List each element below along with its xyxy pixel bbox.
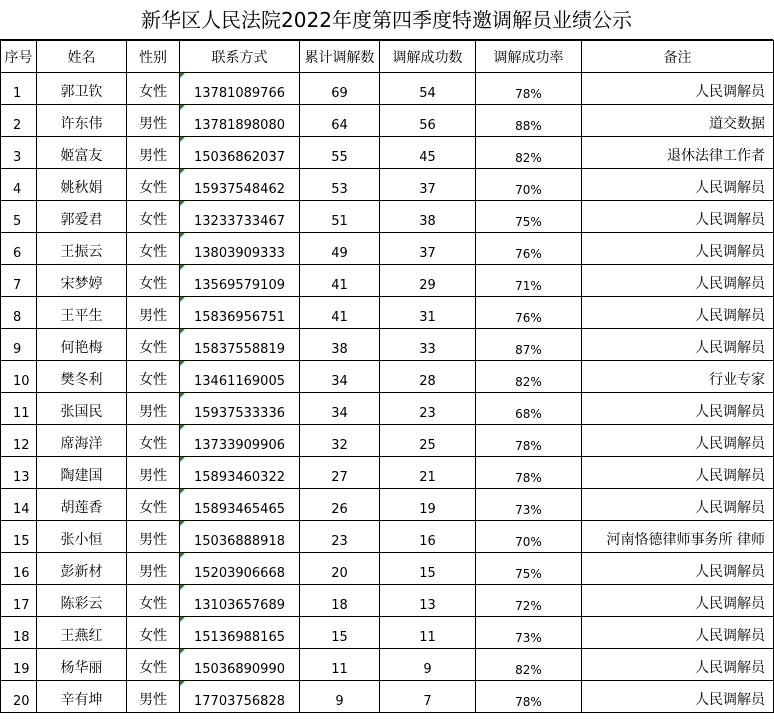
table-row xyxy=(1,137,774,169)
total-count-cell[interactable]: 18 xyxy=(300,585,380,617)
note-cell[interactable]: 退休法律工作者 xyxy=(582,137,774,169)
table-row xyxy=(1,297,774,329)
total-count-cell[interactable]: 23 xyxy=(300,521,380,553)
table-row xyxy=(1,457,774,489)
gender-cell[interactable]: 男性 xyxy=(127,553,180,585)
row-number-cell[interactable]: 10 xyxy=(1,361,37,393)
success-count-cell[interactable]: 54 xyxy=(380,73,476,105)
mediator-table xyxy=(0,40,774,713)
success-count-cell[interactable]: 15 xyxy=(380,553,476,585)
phone-cell[interactable]: 13781089766 xyxy=(180,73,300,105)
success-count-cell[interactable]: 31 xyxy=(380,297,476,329)
note-cell[interactable]: 人民调解员 xyxy=(582,73,774,105)
table-row xyxy=(1,425,774,457)
gender-cell[interactable]: 女性 xyxy=(127,169,180,201)
gender-cell[interactable]: 男性 xyxy=(127,393,180,425)
phone-cell[interactable]: 13461169005 xyxy=(180,361,300,393)
name-cell[interactable]: 郭爱君 xyxy=(37,201,127,233)
row-number-cell[interactable]: 11 xyxy=(1,393,37,425)
gender-cell[interactable]: 女性 xyxy=(127,361,180,393)
success-rate-cell[interactable]: 87% xyxy=(476,329,582,361)
success-count-cell[interactable]: 56 xyxy=(380,105,476,137)
success-rate-cell[interactable]: 71% xyxy=(476,265,582,297)
phone-cell[interactable]: 13781898080 xyxy=(180,105,300,137)
note-cell[interactable]: 道交数据 xyxy=(582,105,774,137)
table-row xyxy=(1,649,774,681)
success-count-cell[interactable]: 25 xyxy=(380,425,476,457)
sheet-title: 新华区人民法院2022年度第四季度特邀调解员业绩公示 xyxy=(0,0,773,40)
total-count-cell[interactable]: 26 xyxy=(300,489,380,521)
row-number-cell[interactable]: 4 xyxy=(1,169,37,201)
phone-cell[interactable]: 15036890990 xyxy=(180,649,300,681)
success-rate-cell[interactable]: 68% xyxy=(476,393,582,425)
header-cell[interactable]: 调解成功数 xyxy=(380,41,476,73)
header-cell[interactable]: 姓名 xyxy=(37,41,127,73)
gender-cell[interactable]: 男性 xyxy=(127,681,180,713)
total-count-cell[interactable]: 69 xyxy=(300,73,380,105)
note-cell[interactable]: 行业专家 xyxy=(582,361,774,393)
success-count-cell[interactable]: 21 xyxy=(380,457,476,489)
total-count-cell[interactable]: 27 xyxy=(300,457,380,489)
total-count-cell[interactable]: 34 xyxy=(300,393,380,425)
success-count-cell[interactable]: 16 xyxy=(380,521,476,553)
total-count-cell[interactable]: 11 xyxy=(300,649,380,681)
phone-cell[interactable]: 15136988165 xyxy=(180,617,300,649)
phone-cell[interactable]: 15036888918 xyxy=(180,521,300,553)
success-count-cell[interactable]: 13 xyxy=(380,585,476,617)
table-row xyxy=(1,553,774,585)
total-count-cell[interactable]: 32 xyxy=(300,425,380,457)
gender-cell[interactable]: 女性 xyxy=(127,585,180,617)
table-row xyxy=(1,521,774,553)
phone-cell[interactable]: 13233733467 xyxy=(180,201,300,233)
name-cell[interactable]: 何艳梅 xyxy=(37,329,127,361)
row-number-cell[interactable]: 5 xyxy=(1,201,37,233)
table-row xyxy=(1,489,774,521)
header-cell[interactable]: 累计调解数 xyxy=(300,41,380,73)
table-row xyxy=(1,681,774,713)
table-row xyxy=(1,393,774,425)
note-cell[interactable]: 人民调解员 xyxy=(582,265,774,297)
total-count-cell[interactable]: 49 xyxy=(300,233,380,265)
success-rate-cell[interactable]: 70% xyxy=(476,169,582,201)
table-row xyxy=(1,105,774,137)
gender-cell[interactable]: 女性 xyxy=(127,73,180,105)
name-cell[interactable]: 姬富友 xyxy=(37,137,127,169)
gender-cell[interactable]: 男性 xyxy=(127,105,180,137)
header-cell[interactable]: 联系方式 xyxy=(180,41,300,73)
success-rate-cell[interactable]: 76% xyxy=(476,297,582,329)
success-count-cell[interactable]: 37 xyxy=(380,169,476,201)
total-count-cell[interactable]: 41 xyxy=(300,265,380,297)
note-cell[interactable]: 人民调解员 xyxy=(582,329,774,361)
name-cell[interactable]: 樊冬利 xyxy=(37,361,127,393)
row-number-cell[interactable]: 17 xyxy=(1,585,37,617)
note-cell[interactable]: 人民调解员 xyxy=(582,425,774,457)
table-row xyxy=(1,233,774,265)
phone-cell[interactable]: 13569579109 xyxy=(180,265,300,297)
phone-cell[interactable]: 13803909333 xyxy=(180,233,300,265)
name-cell[interactable]: 宋梦婷 xyxy=(37,265,127,297)
gender-cell[interactable]: 男性 xyxy=(127,457,180,489)
name-cell[interactable]: 胡莲香 xyxy=(37,489,127,521)
phone-cell[interactable]: 15836956751 xyxy=(180,297,300,329)
row-number-cell[interactable]: 13 xyxy=(1,457,37,489)
success-rate-cell[interactable]: 78% xyxy=(476,73,582,105)
note-cell[interactable]: 人民调解员 xyxy=(582,681,774,713)
success-count-cell[interactable]: 19 xyxy=(380,489,476,521)
header-cell[interactable]: 调解成功率 xyxy=(476,41,582,73)
total-count-cell[interactable]: 64 xyxy=(300,105,380,137)
success-rate-cell[interactable]: 76% xyxy=(476,233,582,265)
name-cell[interactable]: 陈彩云 xyxy=(37,585,127,617)
success-count-cell[interactable]: 38 xyxy=(380,201,476,233)
success-count-cell[interactable]: 11 xyxy=(380,617,476,649)
success-rate-cell[interactable]: 78% xyxy=(476,681,582,713)
row-number-cell[interactable]: 16 xyxy=(1,553,37,585)
gender-cell[interactable]: 女性 xyxy=(127,201,180,233)
name-cell[interactable]: 杨华丽 xyxy=(37,649,127,681)
phone-cell[interactable]: 15036862037 xyxy=(180,137,300,169)
success-rate-cell[interactable]: 72% xyxy=(476,585,582,617)
gender-cell[interactable]: 女性 xyxy=(127,265,180,297)
gender-cell[interactable]: 女性 xyxy=(127,329,180,361)
table-row xyxy=(1,73,774,105)
row-number-cell[interactable]: 12 xyxy=(1,425,37,457)
success-count-cell[interactable]: 29 xyxy=(380,265,476,297)
success-rate-cell[interactable]: 82% xyxy=(476,137,582,169)
row-number-cell[interactable]: 3 xyxy=(1,137,37,169)
name-cell[interactable]: 张国民 xyxy=(37,393,127,425)
name-cell[interactable]: 张小恒 xyxy=(37,521,127,553)
success-rate-cell[interactable]: 73% xyxy=(476,489,582,521)
gender-cell[interactable]: 女性 xyxy=(127,649,180,681)
success-count-cell[interactable]: 9 xyxy=(380,649,476,681)
gender-cell[interactable]: 男性 xyxy=(127,297,180,329)
phone-cell[interactable]: 15893465465 xyxy=(180,489,300,521)
total-count-cell[interactable]: 51 xyxy=(300,201,380,233)
name-cell[interactable]: 王燕红 xyxy=(37,617,127,649)
success-count-cell[interactable]: 28 xyxy=(380,361,476,393)
success-rate-cell[interactable]: 78% xyxy=(476,425,582,457)
total-count-cell[interactable]: 15 xyxy=(300,617,380,649)
success-rate-cell[interactable]: 73% xyxy=(476,617,582,649)
note-cell[interactable]: 人民调解员 xyxy=(582,649,774,681)
total-count-cell[interactable]: 38 xyxy=(300,329,380,361)
phone-cell[interactable]: 13103657689 xyxy=(180,585,300,617)
row-number-cell[interactable]: 2 xyxy=(1,105,37,137)
note-cell[interactable]: 河南恪德律师事务所 律师 xyxy=(582,521,774,553)
success-rate-cell[interactable]: 75% xyxy=(476,553,582,585)
total-count-cell[interactable]: 20 xyxy=(300,553,380,585)
header-cell[interactable]: 性别 xyxy=(127,41,180,73)
gender-cell[interactable]: 女性 xyxy=(127,425,180,457)
row-number-cell[interactable]: 9 xyxy=(1,329,37,361)
total-count-cell[interactable]: 34 xyxy=(300,361,380,393)
table-row xyxy=(1,617,774,649)
table-row xyxy=(1,329,774,361)
note-cell[interactable]: 人民调解员 xyxy=(582,233,774,265)
row-number-cell[interactable]: 7 xyxy=(1,265,37,297)
success-count-cell[interactable]: 33 xyxy=(380,329,476,361)
success-rate-cell[interactable]: 78% xyxy=(476,457,582,489)
success-rate-cell[interactable]: 82% xyxy=(476,649,582,681)
phone-cell[interactable]: 13733909906 xyxy=(180,425,300,457)
gender-cell[interactable]: 女性 xyxy=(127,489,180,521)
gender-cell[interactable]: 男性 xyxy=(127,137,180,169)
gender-cell[interactable]: 女性 xyxy=(127,233,180,265)
note-cell[interactable]: 人民调解员 xyxy=(582,585,774,617)
note-cell[interactable]: 人民调解员 xyxy=(582,393,774,425)
name-cell[interactable]: 郭卫钦 xyxy=(37,73,127,105)
total-count-cell[interactable]: 41 xyxy=(300,297,380,329)
row-number-cell[interactable]: 6 xyxy=(1,233,37,265)
name-cell[interactable]: 彭新材 xyxy=(37,553,127,585)
table-row xyxy=(1,201,774,233)
table-row xyxy=(1,361,774,393)
gender-cell[interactable]: 男性 xyxy=(127,521,180,553)
success-count-cell[interactable]: 37 xyxy=(380,233,476,265)
note-cell[interactable]: 人民调解员 xyxy=(582,617,774,649)
phone-cell[interactable]: 17703756828 xyxy=(180,681,300,713)
row-number-cell[interactable]: 19 xyxy=(1,649,37,681)
row-number-cell[interactable]: 18 xyxy=(1,617,37,649)
header-cell[interactable]: 序号 xyxy=(1,41,37,73)
note-cell[interactable]: 人民调解员 xyxy=(582,297,774,329)
name-cell[interactable]: 陶建国 xyxy=(37,457,127,489)
success-count-cell[interactable]: 45 xyxy=(380,137,476,169)
name-cell[interactable]: 王振云 xyxy=(37,233,127,265)
row-number-cell[interactable]: 20 xyxy=(1,681,37,713)
name-cell[interactable]: 许东伟 xyxy=(37,105,127,137)
total-count-cell[interactable]: 53 xyxy=(300,169,380,201)
table-row xyxy=(1,265,774,297)
row-number-cell[interactable]: 15 xyxy=(1,521,37,553)
note-cell[interactable]: 人民调解员 xyxy=(582,457,774,489)
phone-cell[interactable]: 15203906668 xyxy=(180,553,300,585)
phone-cell[interactable]: 15937533336 xyxy=(180,393,300,425)
name-cell[interactable]: 辛有坤 xyxy=(37,681,127,713)
phone-cell[interactable]: 15837558819 xyxy=(180,329,300,361)
name-cell[interactable]: 王平生 xyxy=(37,297,127,329)
phone-cell[interactable]: 15893460322 xyxy=(180,457,300,489)
row-number-cell[interactable]: 14 xyxy=(1,489,37,521)
note-cell[interactable]: 人民调解员 xyxy=(582,489,774,521)
gender-cell[interactable]: 女性 xyxy=(127,617,180,649)
success-count-cell[interactable]: 23 xyxy=(380,393,476,425)
note-cell[interactable]: 人民调解员 xyxy=(582,169,774,201)
header-cell[interactable]: 备注 xyxy=(582,41,774,73)
success-rate-cell[interactable]: 88% xyxy=(476,105,582,137)
success-rate-cell[interactable]: 70% xyxy=(476,521,582,553)
note-cell[interactable]: 人民调解员 xyxy=(582,201,774,233)
table-row xyxy=(1,585,774,617)
success-count-cell[interactable]: 7 xyxy=(380,681,476,713)
table-row xyxy=(1,169,774,201)
total-count-cell[interactable]: 55 xyxy=(300,137,380,169)
header-row xyxy=(1,41,774,73)
success-rate-cell[interactable]: 82% xyxy=(476,361,582,393)
name-cell[interactable]: 姚秋娟 xyxy=(37,169,127,201)
note-cell[interactable]: 人民调解员 xyxy=(582,553,774,585)
total-count-cell[interactable]: 9 xyxy=(300,681,380,713)
success-rate-cell[interactable]: 75% xyxy=(476,201,582,233)
row-number-cell[interactable]: 8 xyxy=(1,297,37,329)
phone-cell[interactable]: 15937548462 xyxy=(180,169,300,201)
name-cell[interactable]: 席海洋 xyxy=(37,425,127,457)
row-number-cell[interactable]: 1 xyxy=(1,73,37,105)
